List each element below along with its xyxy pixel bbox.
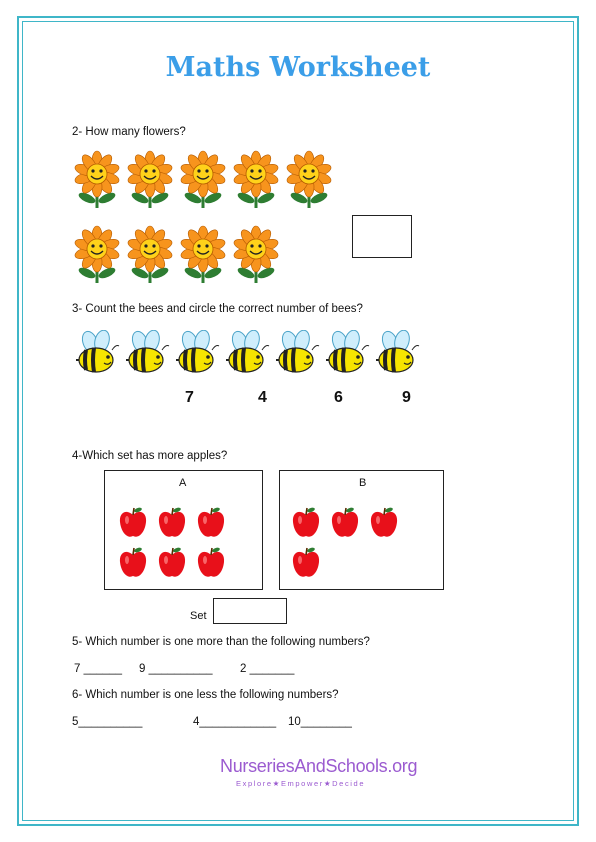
bee-icon — [376, 330, 420, 381]
apple-icon — [118, 546, 148, 585]
more-item-1[interactable]: 7 ______ — [74, 663, 122, 675]
page-border-inner — [22, 21, 574, 821]
question-5-text: 5- Which number is one more than the following numbers? — [72, 636, 370, 648]
set-answer-box[interactable] — [213, 598, 287, 624]
set-answer-label: Set — [190, 610, 207, 622]
bee-option-1[interactable]: 7 — [185, 389, 194, 406]
apple-icon — [118, 506, 148, 545]
bee-option-3[interactable]: 6 — [334, 389, 343, 406]
bee-icon — [276, 330, 320, 381]
apple-icon — [196, 546, 226, 585]
question-3-text: 3- Count the bees and circle the correct number of bees? — [72, 303, 363, 315]
sunflower-icon — [284, 150, 334, 215]
set-a-label: A — [179, 477, 187, 489]
more-item-2[interactable]: 9 __________ — [139, 663, 213, 675]
bee-icon — [226, 330, 270, 381]
site-logo: NurseriesAndSchools.org — [220, 756, 418, 776]
set-b-label: B — [359, 477, 367, 489]
apple-icon — [157, 506, 187, 545]
bee-option-2[interactable]: 4 — [258, 389, 267, 406]
worksheet-title: Maths Worksheet — [165, 52, 431, 83]
sunflower-icon — [125, 225, 175, 290]
sunflower-icon — [231, 150, 281, 215]
question-2-text: 2- How many flowers? — [72, 126, 186, 138]
flower-answer-box[interactable] — [352, 215, 412, 258]
sunflower-icon — [178, 150, 228, 215]
question-6-text: 6- Which number is one less the following numbers? — [72, 689, 339, 701]
apple-icon — [196, 506, 226, 545]
sunflower-icon — [178, 225, 228, 290]
apple-icon — [157, 546, 187, 585]
more-item-3[interactable]: 2 _______ — [240, 663, 295, 675]
bee-icon — [76, 330, 120, 381]
site-tagline: Explore★Empower★Decide — [236, 779, 366, 788]
bee-icon — [176, 330, 220, 381]
question-4-text: 4-Which set has more apples? — [72, 450, 228, 462]
bee-option-4[interactable]: 9 — [402, 389, 411, 406]
apple-icon — [291, 506, 321, 545]
sunflower-icon — [125, 150, 175, 215]
bee-icon — [126, 330, 170, 381]
apple-icon — [369, 506, 399, 545]
less-item-3[interactable]: 10________ — [288, 716, 352, 728]
apple-icon — [330, 506, 360, 545]
bee-icon — [326, 330, 370, 381]
sunflower-icon — [72, 150, 122, 215]
sunflower-icon — [231, 225, 281, 290]
less-item-2[interactable]: 4____________ — [193, 716, 277, 728]
apple-icon — [291, 546, 321, 585]
less-item-1[interactable]: 5__________ — [72, 716, 143, 728]
sunflower-icon — [72, 225, 122, 290]
